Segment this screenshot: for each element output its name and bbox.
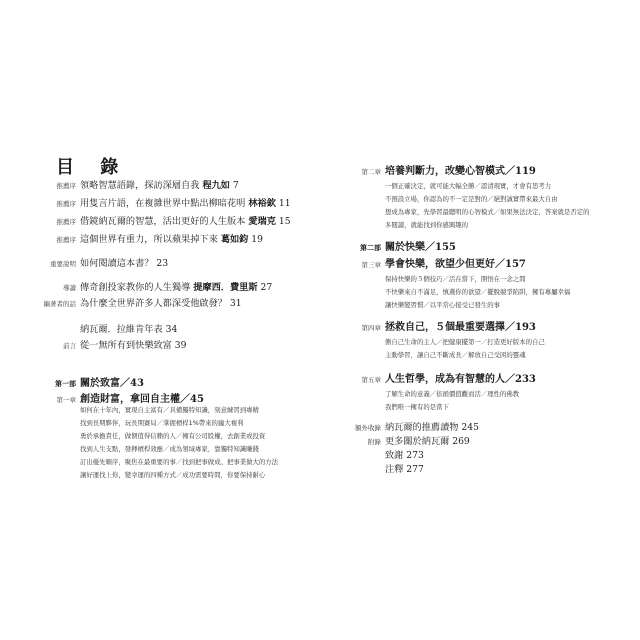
chapter-subtopic: 我們唯一擁有的是當下 (385, 403, 449, 411)
chapter-line: 人生哲學，成為有智慧的人／233 (385, 374, 536, 385)
entry-label: 重要說明 (50, 260, 76, 268)
chapter-subtopic: 讓快樂變習慣／以平常心接受已發生的事 (385, 301, 501, 309)
entry-title: 納瓦爾．拉維肯年表 (80, 324, 163, 335)
toc-entry[interactable] (40, 257, 320, 273)
entry-title: 為什麼全世界許多人都深受他啟發？ (80, 298, 227, 309)
chapter-page: 233 (515, 374, 536, 385)
entry-label: 編著者的話 (43, 300, 76, 308)
part-line: 關於快樂／155 (385, 242, 456, 253)
part-heading[interactable] (40, 377, 320, 393)
chapter-title: 培養判斷力，改變心智模式 (385, 166, 505, 177)
entry-title: 傳奇創投家教你的人生獨導 (80, 282, 191, 293)
entry-page: 23 (156, 258, 169, 269)
chapter-subtopic: 讓好運找上你，變幸運的四種方式／成功需要時間，你要保持耐心 (80, 471, 266, 479)
entry-label: 推薦序 (56, 200, 76, 208)
chapter-subtopic: 想成為專家，先學習最聰明的心智模式／如果無法決定，答案就是否定的 (385, 208, 590, 216)
toc-entry[interactable] (345, 463, 625, 479)
part-title: 關於致富 (80, 378, 120, 389)
entry-page: 245 (461, 422, 479, 433)
toc-title: 目 錄 (56, 157, 129, 178)
chapter-subtopic: 主動學習，讓自己不斷成長／解放自己受困的靈魂 (385, 351, 526, 359)
entry-page: 11 (278, 198, 291, 209)
entry-title: 納瓦爾的推薦讀物 (385, 422, 459, 433)
chapter-line: 拯救自己，５個最重要選擇／193 (385, 322, 536, 333)
entry-title: 領略智慧語錄，探訪深層自我 (80, 180, 200, 191)
entry-page: 269 (452, 436, 470, 447)
entry-label: 推薦序 (56, 236, 76, 244)
entry-title: 用隻言片語，在複雜世界中點出柳暗花明 (80, 198, 246, 209)
chapter-subtopic: 訂出優先順序，聚焦在最重要的事／找到把事做成、把事業做大的方法 (80, 458, 279, 466)
entry-title: 注釋 (385, 464, 404, 475)
entry-line (80, 233, 263, 247)
entry-line (80, 197, 291, 211)
chapter-page: 193 (515, 322, 536, 333)
entry-title: 這個世界有重力，所以蘋果掉下來 (80, 234, 218, 245)
part-label: 第一部 (55, 380, 76, 388)
entry-line (385, 435, 470, 449)
chapter-subtopic: 側自己生命的主人／把健康擺第一／打造更好版本的自己 (385, 338, 545, 346)
chapter-title: 人生哲學，成為有智慧的人 (385, 374, 505, 385)
entry-label: 附錄 (368, 438, 381, 446)
entry-label: 前言 (63, 342, 76, 350)
toc-entry[interactable] (40, 215, 320, 231)
chapter-heading[interactable] (345, 373, 625, 389)
part-line: 關於致富／43 (80, 378, 144, 389)
chapter-label: 第五章 (361, 376, 381, 384)
entry-line (80, 323, 177, 337)
chapter-line: 培養判斷力，改變心智模式／119 (385, 166, 536, 177)
entry-line (80, 297, 242, 311)
chapter-heading[interactable] (345, 165, 625, 181)
chapter-title: 創造財富，拿回自主權 (80, 394, 180, 405)
toc-entry[interactable] (40, 179, 320, 195)
entry-label: 推薦序 (56, 218, 76, 226)
entry-page: 15 (278, 216, 291, 227)
chapter-page: 119 (515, 166, 536, 177)
entry-label: 額外收錄 (355, 424, 381, 432)
chapter-title: 拯救自己，５個最重要選擇 (385, 322, 505, 333)
toc-entry[interactable] (40, 197, 320, 213)
entry-author: 愛瑞克 (248, 216, 276, 227)
chapter-label: 第二章 (361, 168, 381, 176)
chapter-page: 157 (505, 259, 526, 270)
chapter-subtopic: 找到長期夥伴，玩長期賽局／掌握槓桿1%帶來的龐大複利 (80, 419, 244, 427)
entry-title: 更多關於納瓦爾 (385, 436, 450, 447)
entry-line (80, 215, 291, 229)
entry-author: 提摩西．費里斯 (193, 282, 258, 293)
part-heading[interactable] (345, 241, 625, 257)
chapter-subtopic: 找到人生支點，發揮槓桿效應／成為領域專家，靠獨特知識賺錢 (80, 445, 259, 453)
entry-page: 27 (260, 282, 273, 293)
chapter-heading[interactable] (345, 258, 625, 274)
entry-title: 從一無所有到快樂致富 (80, 340, 172, 351)
chapter-label: 第三章 (361, 261, 381, 269)
chapter-subtopic: 不快樂來自不滿足，慎選你的欲望／擺脫競爭陷阱，擁有專屬幸福 (385, 288, 571, 296)
chapter-subtopic: 不預設立場，你認為的不一定是對的／絕對誠實帶來最大自由 (385, 195, 558, 203)
toc-entry[interactable] (40, 323, 320, 339)
entry-line (80, 257, 168, 271)
entry-line (385, 463, 424, 477)
toc-entry[interactable] (40, 233, 320, 249)
entry-line (80, 339, 187, 353)
entry-line (80, 281, 272, 295)
toc-entry[interactable] (40, 297, 320, 313)
part-label: 第二部 (360, 244, 381, 252)
entry-line (385, 449, 424, 463)
entry-title: 如何閱讀這本書？ (80, 258, 154, 269)
chapter-page: 45 (190, 394, 204, 405)
chapter-line: 創造財富，拿回自主權／45 (80, 394, 204, 405)
chapter-label: 第四章 (361, 324, 381, 332)
entry-title: 致謝 (385, 450, 404, 461)
entry-title: 借鏡納瓦爾的智慧，活出更好的人生版本 (80, 216, 246, 227)
toc-entry[interactable] (40, 281, 320, 297)
part-page: 155 (435, 242, 456, 253)
entry-author: 林裕欽 (248, 198, 276, 209)
chapter-subtopic: 多閱讀，就能找到你感興趣的 (385, 221, 469, 229)
entry-page: 31 (229, 298, 242, 309)
chapter-label: 第一章 (56, 396, 76, 404)
entry-page: 7 (232, 180, 239, 191)
chapter-line: 學會快樂，欲望少但更好／157 (385, 259, 526, 270)
entry-line (385, 421, 479, 435)
part-page: 43 (130, 378, 144, 389)
entry-author: 程九如 (202, 180, 230, 191)
entry-label: 導讀 (63, 284, 76, 292)
part-title: 關於快樂 (385, 242, 425, 253)
entry-page: 34 (165, 324, 178, 335)
chapter-subtopic: 如何在十年內，實現自主富有／具備獨特知識，刻意練習到專精 (80, 406, 259, 414)
chapter-heading[interactable] (345, 321, 625, 337)
entry-author: 葛如鈞 (220, 234, 249, 245)
chapter-title: 學會快樂，欲望少但更好 (385, 259, 495, 270)
entry-line (80, 179, 239, 193)
entry-page: 273 (406, 450, 424, 461)
entry-page: 19 (251, 234, 263, 245)
chapter-subtopic: 了解生命的意義／依循價值觀而活／理性的佛教 (385, 390, 520, 398)
entry-page: 39 (174, 340, 187, 351)
entry-page: 277 (406, 464, 424, 475)
entry-label: 推薦序 (56, 182, 76, 190)
chapter-subtopic: 保持快樂的５個技巧／活在當下，開悟在一念之間 (385, 275, 526, 283)
chapter-subtopic: 勇於承擔責任，做個值得信賴的人／擁有公司股權，去創業或投資 (80, 432, 266, 440)
chapter-subtopic: 一個正確決定，就可能大幅全勝／認清現實，才會有思考力 (385, 182, 552, 190)
toc-entry[interactable] (40, 339, 320, 355)
